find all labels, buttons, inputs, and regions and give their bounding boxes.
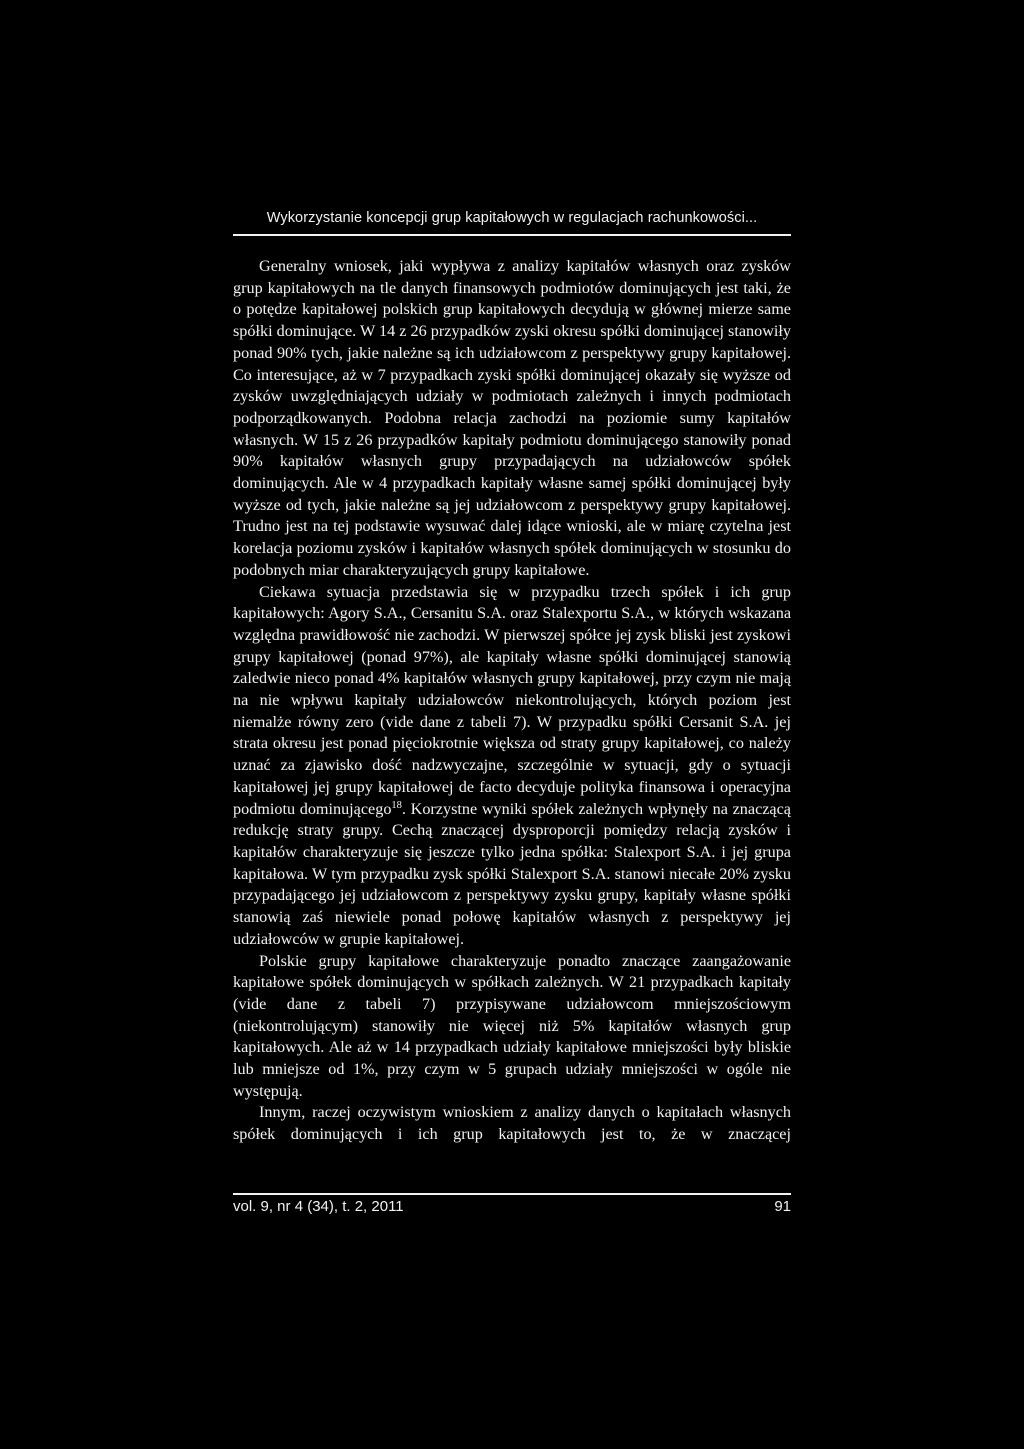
paragraph-2-text: Ciekawa sytuacja przedstawia się w przypadku trzech spółek i ich grup kapitałowych: Agory S.A., Cersanitu S.A. oraz Stalexportu S.A., w których wskazana względna prawidłowość nie zachodzi. W pierwszej spółce jej zysk bliski jest zyskowi grupy kapitałowej (ponad 97%), ale kapitały własne spółki dominującej stanowią zaledwie nieco ponad 4% kapitałów własnych grupy kapitałowej, przy czym nie mają na nie wpływu kapitały udziałowców niekontrolujących, których poziom jest niemalże równy zero (vide dane z tabeli 7). W przypadku spółki Cersanit S.A. jej strata okresu jest ponad pięciokrotnie większa od straty grupy kapitałowej, co należy uznać za zjawisko dość nadzwyczajne, szczególnie w sytuacji, gdy o sytuacji kapitałowej jej grupy kapitałowej de facto decyduje polityka finansowa i operacyjna podmiotu dominującego — [233, 582, 791, 818]
footnote-ref-18[interactable]: 18 — [391, 799, 402, 811]
paragraph-2-text-after: . Korzystne wyniki spółek zależnych wpłynęły na znaczącą redukcję straty grupy. Cechą znaczącej dysproporcji pomiędzy relacją zysków i kapitałów charakteryzuje się jeszcze tylko jedna spółka: Stalexport S.A. i jej grupa kapitałowa. W tym przypadku zysk spółki Stalexport S.A. stanowi niecałe 20% zysku przypadającego jej udziałowcom z perspektywy zysku grupy, kapitały własne spółki stanowią zaś niewiele ponad połowę kapitałów własnych z perspektywy jej udziałowców w grupie kapitałowej. — [233, 799, 791, 948]
paragraph-3: Polskie grupy kapitałowe charakteryzuje ponadto znaczące zaangażowanie kapitałowe spółek dominujących w spółkach zależnych. W 21 przypadkach kapitały (vide dane z tabeli 7) przypisywane udziałowcom mniejszościowym (niekontrolującym) stanowiły nie więcej niż 5% kapitałów własnych grup kapitałowych. Ale aż w 14 przypadkach udziały kapitałowe mniejszości były bliskie lub mniejsze od 1%, przy czym w 5 grupach udziały mniejszości w ogóle nie występują. — [233, 951, 791, 1100]
header-rule — [233, 234, 791, 236]
article-body — [233, 256, 791, 1146]
page-number: 91 — [774, 1198, 791, 1215]
paragraph-1: Generalny wniosek, jaki wypływa z analizy kapitałów własnych oraz zysków grup kapitałowych na tle danych finansowych podmiotów dominujących jest taki, że o potędze kapitałowej polskich grup kapitałowych decydują w głównej mierze same spółki dominujące. W 14 z 26 przypadków zyski okresu spółki dominującej stanowiły ponad 90% tych, jakie należne są ich udziałowcom z perspektywy grupy kapitałowej. Co interesujące, aż w 7 przypadkach zyski spółki dominującej okazały się wyższe od zysków uwzględniających udziały w podmiotach zależnych i innych podmiotach podporządkowanych. Podobna relacja zachodzi na poziomie sumy kapitałów własnych. W 15 z 26 przypadków kapitały podmiotu dominującego stanowiły ponad 90% kapitałów własnych grupy przypadających na udziałowców spółek dominujących. Ale w 4 przypadkach kapitały własne samej spółki dominującej były wyższe od tych, jakie należne są jej udziałowcom z perspektywy grupy kapitałowej. Trudno jest na tej podstawie wysuwać dalej idące wnioski, ale w miarę czytelna jest korelacja poziomu zysków i kapitałów własnych spółek dominujących w stosunku do podobnych miar charakteryzujących grupy kapitałowe. — [233, 257, 791, 579]
footer-rule — [233, 1193, 791, 1195]
running-head: Wykorzystanie koncepcji grup kapitałowych w regulacjach rachunkowości... — [266, 210, 758, 226]
paragraph-4: Innym, raczej oczywistym wnioskiem z analizy danych o kapitałach własnych spółek dominujących i ich grup kapitałowych jest to, że w znaczącej — [233, 1103, 791, 1144]
paragraph-2 — [233, 582, 791, 951]
journal-citation: vol. 9, nr 4 (34), t. 2, 2011 — [233, 1198, 404, 1215]
